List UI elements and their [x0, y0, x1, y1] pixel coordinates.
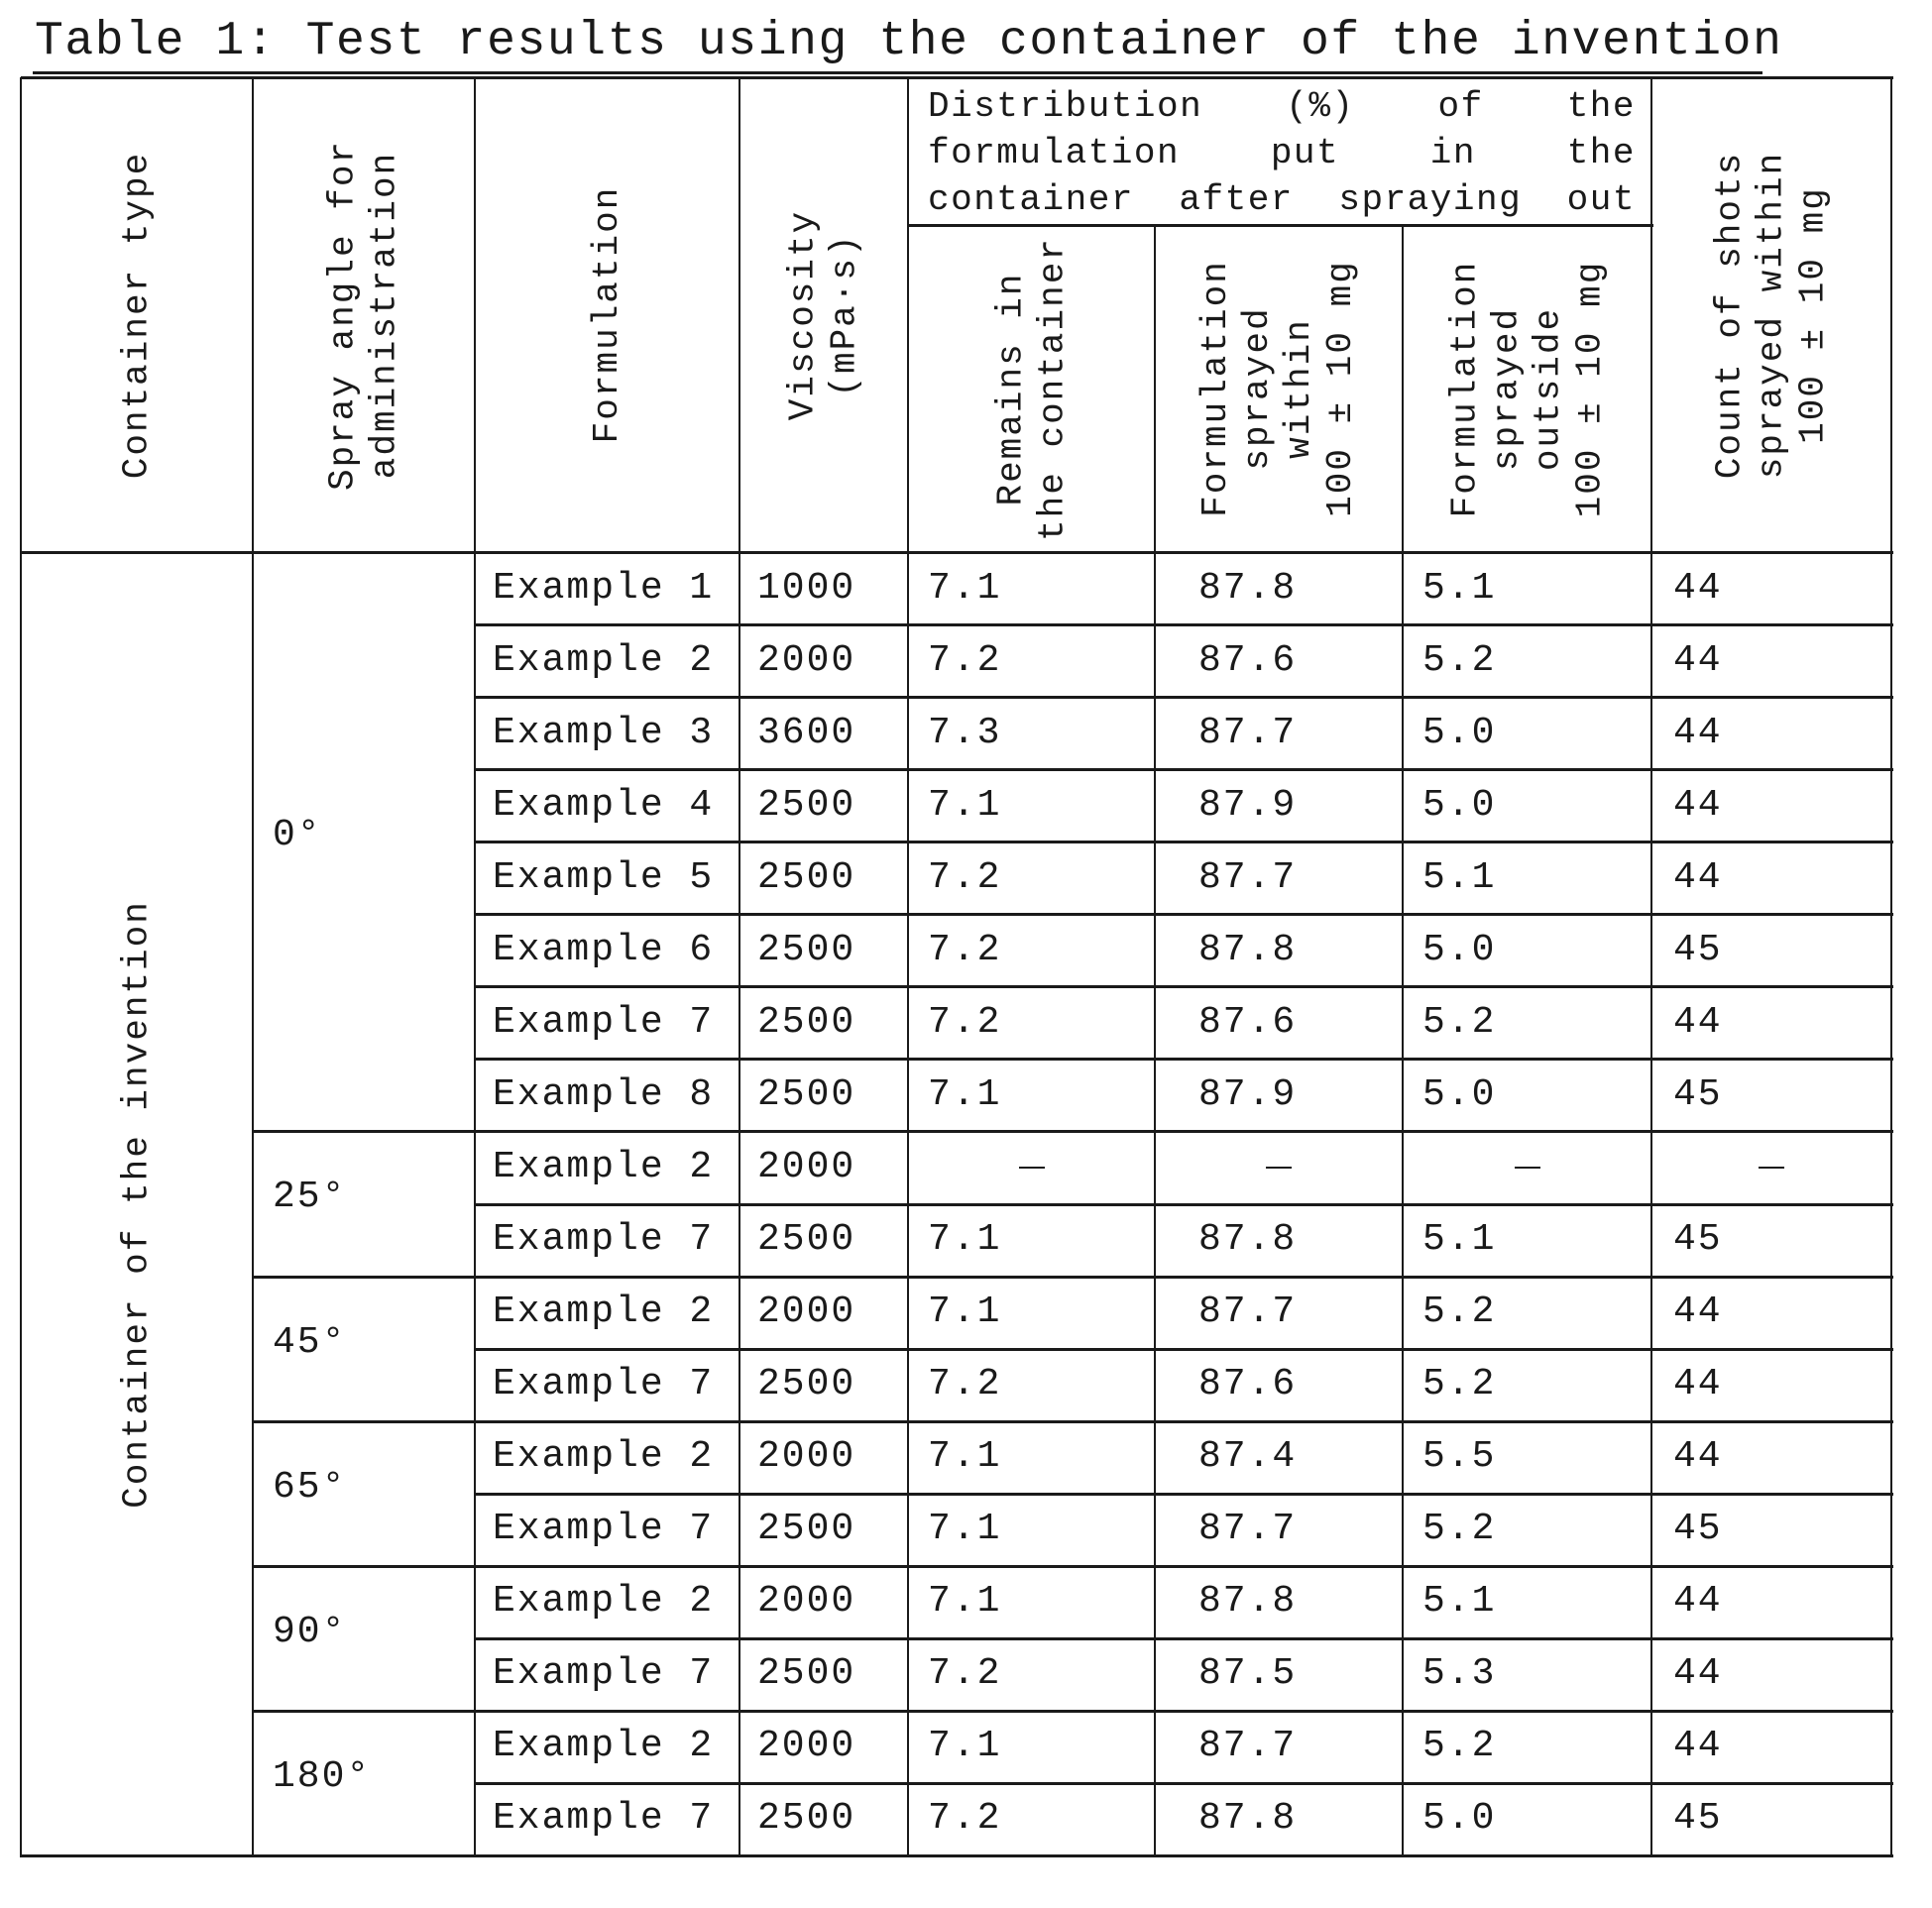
remains-cell: 7.3	[928, 711, 1002, 754]
formulation-cell: Example 7	[493, 1797, 715, 1841]
count-cell: 44	[1673, 1435, 1723, 1479]
empty-value-dash	[1019, 1167, 1045, 1169]
formulation-cell: Example 2	[493, 1580, 715, 1624]
remains-cell: 7.2	[928, 928, 1002, 971]
sprayed-within-cell: 87.6	[1198, 1000, 1298, 1044]
remains-cell: 7.1	[928, 1725, 1002, 1768]
sprayed-outside-cell: 5.1	[1422, 855, 1497, 899]
remains-cell: 7.2	[928, 638, 1002, 682]
sprayed-outside-cell: 5.1	[1422, 1580, 1497, 1624]
count-cell: 44	[1673, 638, 1723, 682]
viscosity-cell: 1000	[757, 566, 856, 610]
remains-cell: 7.2	[928, 1652, 1002, 1696]
count-cell: 45	[1673, 1797, 1723, 1841]
viscosity-cell: 3600	[757, 711, 856, 754]
distribution-header-word: out	[1566, 179, 1636, 220]
count-cell: 44	[1673, 783, 1723, 827]
header-viscosity	[739, 77, 908, 552]
header-sprayed-within	[1155, 225, 1403, 552]
sprayed-outside-cell: 5.3	[1422, 1652, 1497, 1696]
remains-cell: 7.1	[928, 1291, 1002, 1334]
header-viscosity-line: (mPa·s)	[824, 232, 864, 397]
header-count-line: Count of shots	[1709, 151, 1750, 479]
remains-cell: 7.2	[928, 1363, 1002, 1406]
sprayed-outside-cell: 5.1	[1422, 1218, 1497, 1262]
viscosity-cell: 2500	[757, 1652, 856, 1696]
count-cell: 44	[1673, 1291, 1723, 1334]
distribution-header-word: container	[928, 179, 1134, 220]
viscosity-cell: 2000	[757, 638, 856, 682]
distribution-header-word: after	[1179, 179, 1294, 220]
viscosity-cell: 2500	[757, 1797, 856, 1841]
remains-cell: 7.1	[928, 1435, 1002, 1479]
empty-value-dash	[1759, 1167, 1784, 1169]
distribution-header-word: formulation	[928, 133, 1181, 173]
header-remains	[908, 225, 1155, 552]
remains-cell: 7.2	[928, 855, 1002, 899]
header-sprayed-within-line: sprayed	[1237, 306, 1278, 471]
formulation-cell: Example 5	[493, 855, 715, 899]
header-count-line: sprayed within	[1751, 151, 1791, 479]
formulation-cell: Example 2	[493, 1725, 715, 1768]
sprayed-within-cell: 87.4	[1198, 1435, 1298, 1479]
viscosity-cell: 2000	[757, 1291, 856, 1334]
header-remains-line: Remains in	[989, 271, 1031, 506]
spray-angle-cell: 90°	[273, 1610, 347, 1653]
empty-value-dash	[1515, 1167, 1540, 1169]
sprayed-within-cell: 87.6	[1198, 638, 1298, 682]
sprayed-within-cell: 87.9	[1198, 783, 1298, 827]
formulation-cell: Example 7	[493, 1652, 715, 1696]
count-cell: 45	[1673, 1072, 1723, 1116]
remains-cell: 7.2	[928, 1797, 1002, 1841]
remains-cell: 7.1	[928, 783, 1002, 827]
sprayed-within-cell: 87.9	[1198, 1072, 1298, 1116]
header-container-type-line: Container type	[116, 151, 157, 479]
header-container-type	[21, 77, 253, 552]
count-cell: 44	[1673, 566, 1723, 610]
sprayed-outside-cell: 5.2	[1422, 1291, 1497, 1334]
count-cell: 44	[1673, 1000, 1723, 1044]
formulation-cell: Example 4	[493, 783, 715, 827]
remains-cell: 7.1	[928, 1508, 1002, 1551]
sprayed-within-cell: 87.7	[1198, 855, 1298, 899]
viscosity-cell: 2000	[757, 1435, 856, 1479]
sprayed-outside-cell: 5.1	[1422, 566, 1497, 610]
distribution-header-word: spraying	[1338, 179, 1523, 220]
spray-angle-cell: 25°	[273, 1176, 347, 1219]
spray-angle-cell: 180°	[273, 1754, 372, 1798]
count-cell: 45	[1673, 928, 1723, 971]
header-viscosity-line: Viscosity	[782, 209, 823, 420]
formulation-cell: Example 7	[493, 1363, 715, 1406]
header-sprayed-outside	[1403, 225, 1651, 552]
formulation-cell: Example 2	[493, 1435, 715, 1479]
sprayed-outside-cell: 5.0	[1422, 1072, 1497, 1116]
header-spray-angle-line: Spray angle for	[322, 139, 363, 491]
header-spray-angle-line: administration	[364, 151, 404, 479]
viscosity-cell: 2500	[757, 783, 856, 827]
sprayed-within-cell: 87.8	[1198, 566, 1298, 610]
formulation-cell: Example 2	[493, 1145, 715, 1188]
spray-angle-cell: 0°	[273, 814, 322, 857]
spray-angle-cell: 45°	[273, 1320, 347, 1364]
distribution-header-word: put	[1270, 133, 1340, 173]
count-cell: 45	[1673, 1218, 1723, 1262]
header-sprayed-within-line: Formulation	[1195, 260, 1236, 517]
header-sprayed-outside-line: 100 ± 10 mg	[1568, 260, 1610, 517]
viscosity-cell: 2500	[757, 1363, 856, 1406]
table-title: Table 1: Test results using the container of the invention	[35, 15, 1783, 68]
distribution-header-line	[928, 83, 1636, 130]
sprayed-outside-cell: 5.2	[1422, 1000, 1497, 1044]
header-formulation	[475, 77, 739, 552]
sprayed-outside-cell: 5.0	[1422, 1797, 1497, 1841]
formulation-cell: Example 7	[493, 1508, 715, 1551]
remains-cell: 7.1	[928, 1072, 1002, 1116]
count-cell: 45	[1673, 1508, 1723, 1551]
count-cell	[1651, 1131, 1891, 1203]
sprayed-within-cell	[1155, 1131, 1403, 1203]
viscosity-cell: 2500	[757, 855, 856, 899]
count-cell: 44	[1673, 1580, 1723, 1624]
viscosity-cell: 2500	[757, 1218, 856, 1262]
sprayed-outside-cell: 5.5	[1422, 1435, 1497, 1479]
viscosity-cell: 2000	[757, 1580, 856, 1624]
title-underline	[33, 71, 1762, 74]
sprayed-outside-cell: 5.2	[1422, 1363, 1497, 1406]
count-cell: 44	[1673, 1725, 1723, 1768]
formulation-cell: Example 1	[493, 566, 715, 610]
sprayed-outside-cell: 5.2	[1422, 1508, 1497, 1551]
sprayed-within-cell: 87.7	[1198, 711, 1298, 754]
formulation-cell: Example 8	[493, 1072, 715, 1116]
remains-cell: 7.1	[928, 1218, 1002, 1262]
header-sprayed-outside-line: Formulation	[1443, 260, 1485, 517]
distribution-header-word: the	[1566, 133, 1636, 173]
header-spray-angle	[253, 77, 475, 552]
count-cell: 44	[1673, 1363, 1723, 1406]
empty-value-dash	[1266, 1167, 1292, 1169]
viscosity-cell: 2500	[757, 1508, 856, 1551]
container-type-cell	[21, 552, 253, 1855]
header-sprayed-within-line: 100 ± 10 mg	[1320, 260, 1361, 517]
distribution-header-line	[928, 176, 1636, 223]
formulation-cell: Example 7	[493, 1000, 715, 1044]
header-count	[1651, 77, 1891, 552]
sprayed-within-cell: 87.7	[1198, 1291, 1298, 1334]
viscosity-cell: 2500	[757, 1072, 856, 1116]
results-table	[21, 77, 1891, 1855]
formulation-cell: Example 7	[493, 1218, 715, 1262]
remains-cell	[908, 1131, 1155, 1203]
distribution-header-word: the	[1566, 86, 1636, 127]
header-remains-line: the container	[1031, 236, 1073, 541]
remains-cell: 7.1	[928, 1580, 1002, 1624]
viscosity-cell: 2500	[757, 928, 856, 971]
remains-cell: 7.1	[928, 566, 1002, 610]
remains-cell: 7.2	[928, 1000, 1002, 1044]
sprayed-within-cell: 87.7	[1198, 1508, 1298, 1551]
distribution-header-word: of	[1437, 86, 1484, 127]
header-sprayed-outside-line: outside	[1527, 306, 1568, 471]
container-type-cell-line: Container of the invention	[116, 899, 157, 1509]
count-cell: 44	[1673, 1652, 1723, 1696]
sprayed-outside-cell: 5.0	[1422, 783, 1497, 827]
sprayed-within-cell: 87.8	[1198, 1580, 1298, 1624]
sprayed-outside-cell: 5.0	[1422, 928, 1497, 971]
formulation-cell: Example 2	[493, 1291, 715, 1334]
distribution-header-word: (%)	[1286, 86, 1355, 127]
sprayed-within-cell: 87.8	[1198, 1218, 1298, 1262]
viscosity-cell: 2000	[757, 1725, 856, 1768]
formulation-cell: Example 3	[493, 711, 715, 754]
sprayed-outside-cell	[1403, 1131, 1651, 1203]
sprayed-outside-cell: 5.2	[1422, 1725, 1497, 1768]
sprayed-outside-cell: 5.2	[1422, 638, 1497, 682]
count-cell: 44	[1673, 711, 1723, 754]
distribution-header-line	[928, 130, 1636, 176]
sprayed-within-cell: 87.5	[1198, 1652, 1298, 1696]
distribution-header-word: Distribution	[928, 86, 1203, 127]
sprayed-within-cell: 87.8	[1198, 1797, 1298, 1841]
sprayed-within-cell: 87.7	[1198, 1725, 1298, 1768]
formulation-cell: Example 6	[493, 928, 715, 971]
header-sprayed-outside-line: sprayed	[1485, 306, 1527, 471]
sprayed-within-cell: 87.8	[1198, 928, 1298, 971]
sprayed-within-cell: 87.6	[1198, 1363, 1298, 1406]
header-sprayed-within-line: within	[1279, 318, 1319, 459]
spray-angle-cell: 65°	[273, 1465, 347, 1509]
distribution-header-word: in	[1429, 133, 1477, 173]
header-distribution-group	[928, 83, 1636, 223]
header-formulation-line: Formulation	[586, 185, 627, 444]
sprayed-outside-cell: 5.0	[1422, 711, 1497, 754]
viscosity-cell: 2000	[757, 1145, 856, 1188]
count-cell: 44	[1673, 855, 1723, 899]
formulation-cell: Example 2	[493, 638, 715, 682]
header-count-line: 100 ± 10 mg	[1792, 185, 1833, 444]
viscosity-cell: 2500	[757, 1000, 856, 1044]
